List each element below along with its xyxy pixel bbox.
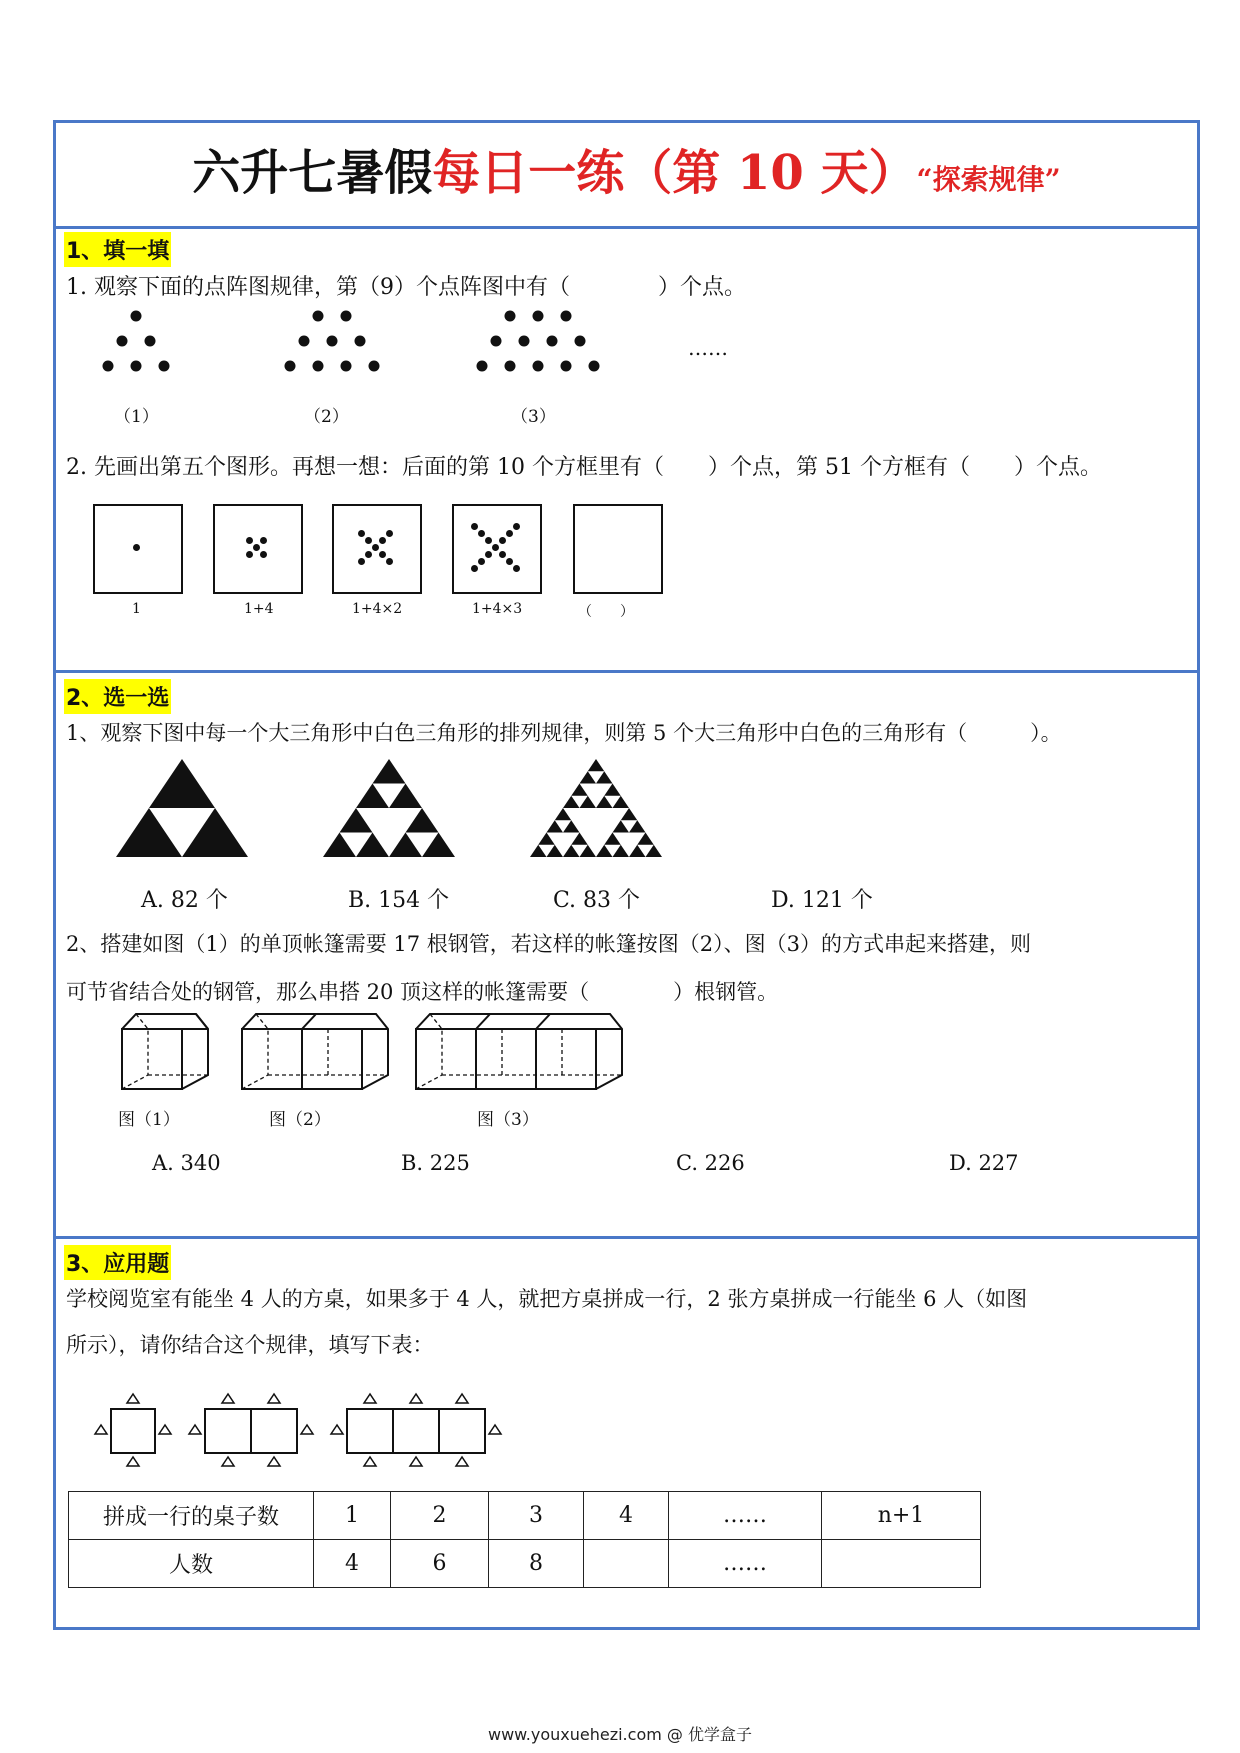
figure-label: （2） [304, 407, 349, 427]
table-cell: 人数 [69, 1540, 314, 1588]
box-label: 1+4 [244, 601, 274, 617]
answer-box[interactable] [573, 504, 663, 594]
triangle-2 [323, 759, 455, 857]
box-label: （ ） [578, 604, 634, 620]
section-title: 2、选一选 [64, 679, 171, 714]
table-cell: 4 [584, 1492, 669, 1540]
box-label: 1+4×2 [352, 601, 403, 617]
question-2-1: 1、观察下图中每一个大三角形中白色三角形的排列规律，则第 5 个大三角形中白色的三角形有（ ）。 [66, 721, 1062, 745]
dot-box-2 [213, 504, 303, 594]
triangle-1 [116, 759, 248, 857]
dot-triangle-figures [56, 296, 756, 386]
title-subtitle: “探索规律” [916, 163, 1061, 196]
footer-watermark: www.youxuehezi.com @ 优学盒子 [488, 1725, 752, 1744]
tent-3 [416, 1014, 622, 1089]
problem-line-2: 所示），请你结合这个规律，填写下表： [66, 1333, 434, 1357]
ellipsis: …… [688, 336, 728, 360]
dot-box-3 [332, 504, 422, 594]
table-seating-figure [56, 1391, 616, 1471]
table-row [69, 1540, 981, 1588]
option-c[interactable]: C. 226 [676, 1151, 745, 1175]
dot-box-4 [452, 504, 542, 594]
option-a[interactable]: A. 340 [152, 1151, 221, 1175]
option-d[interactable]: D. 121 个 [771, 888, 873, 913]
question-2-2-line2: 可节省结合处的钢管，那么串搭 20 顶这样的帐篷需要（ ）根钢管。 [66, 980, 779, 1004]
table-cell: 8 [489, 1540, 584, 1588]
sierpinski-triangles [56, 757, 676, 862]
question-2-2-line1: 2、搭建如图（1）的单顶帐篷需要 17 根钢管，若这样的帐篷按图（2）、图（3）的方式串起来搭建，则 [66, 932, 1032, 956]
table-cell: …… [669, 1492, 822, 1540]
tent-figures [56, 1009, 676, 1094]
question-1-1: 1. 观察下面的点阵图规律，第（9）个点阵图中有（ ）个点。 [66, 275, 746, 300]
dot-triangle-1 [103, 311, 170, 372]
figure-label: （1） [114, 407, 159, 427]
three-tables [331, 1394, 501, 1466]
dot-box-1 [93, 504, 183, 594]
table-cell: 拼成一行的桌子数 [69, 1492, 314, 1540]
table-cell: 1 [314, 1492, 391, 1540]
tent-2 [242, 1014, 388, 1089]
two-tables [189, 1394, 313, 1466]
answer-cell[interactable] [584, 1540, 669, 1588]
figure-label: 图（3） [477, 1110, 539, 1130]
section-fill [56, 226, 1197, 673]
table-cell: 2 [391, 1492, 489, 1540]
section-choose [56, 673, 1197, 1239]
section-title: 3、应用题 [64, 1245, 171, 1280]
triangle-3 [530, 759, 662, 857]
figure-label: （3） [511, 407, 556, 427]
option-d[interactable]: D. 227 [949, 1151, 1019, 1175]
title-black: 六升七暑假 [192, 145, 433, 201]
table-cell: n+1 [822, 1492, 981, 1540]
worksheet-frame [53, 120, 1200, 1630]
tent-1 [122, 1014, 208, 1089]
table-row [69, 1492, 981, 1540]
figure-label: 图（2） [269, 1110, 331, 1130]
box-label: 1 [132, 601, 141, 617]
dot-triangle-2 [285, 311, 380, 372]
page-title [56, 123, 1197, 229]
question-1-2: 2. 先画出第五个图形。再想一想：后面的第 10 个方框里有（ ）个点，第 51 个方框有（ ）个点。 [66, 455, 1102, 480]
dot-triangle-3 [477, 311, 600, 372]
option-a[interactable]: A. 82 个 [141, 888, 228, 913]
problem-line-1: 学校阅览室有能坐 4 人的方桌，如果多于 4 人，就把方桌拼成一行，2 张方桌拼成一行能坐 6 人（如图 [66, 1287, 1028, 1311]
table-cell: 3 [489, 1492, 584, 1540]
answer-table [68, 1491, 981, 1588]
option-b[interactable]: B. 225 [401, 1151, 470, 1175]
section-title: 1、填一填 [64, 232, 171, 267]
single-table [95, 1394, 171, 1466]
option-c[interactable]: C. 83 个 [553, 888, 641, 913]
title-red: 每日一练（第 10 天） [432, 145, 917, 201]
figure-label: 图（1） [118, 1110, 180, 1130]
answer-cell[interactable] [822, 1540, 981, 1588]
table-cell: …… [669, 1540, 822, 1588]
table-cell: 6 [391, 1540, 489, 1588]
table-cell: 4 [314, 1540, 391, 1588]
box-label: 1+4×3 [472, 601, 523, 617]
option-b[interactable]: B. 154 个 [348, 888, 450, 913]
